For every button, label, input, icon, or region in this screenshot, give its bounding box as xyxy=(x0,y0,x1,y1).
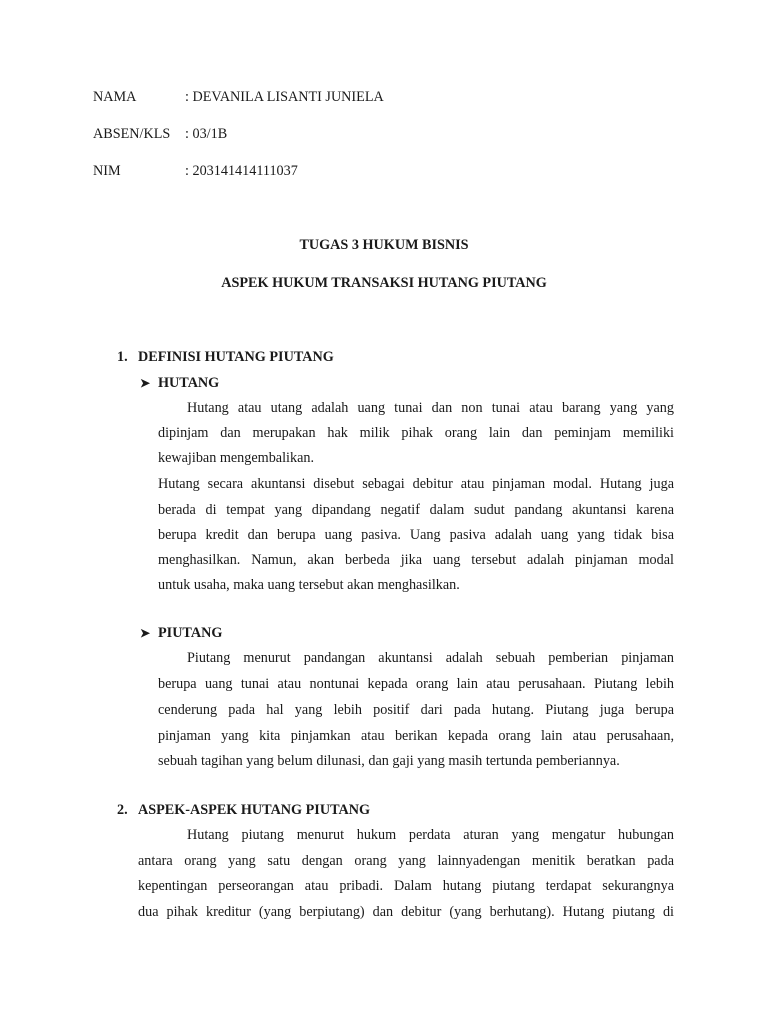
paragraph-line: menghasilkan. Namun, akan berbeda jika uang tersebut adalah pinjaman modal xyxy=(158,552,674,568)
section-heading: DEFINISI HUTANG PIUTANG xyxy=(138,349,334,365)
paragraph-line: sebuah tagihan yang belum dilunasi, dan gaji yang masih tertunda pemberiannya. xyxy=(158,753,620,769)
section-number: 2. xyxy=(117,802,128,818)
paragraph-line: Piutang menurut pandangan akuntansi adalah sebuah pemberian pinjaman xyxy=(187,650,674,666)
paragraph-line: dipinjam dan merupakan hak milik pihak orang lain dan peminjam memiliki xyxy=(158,425,674,441)
paragraph-line: berupa uang tunai atau nontunai kepada orang lain atau perusahaan. Piutang lebih xyxy=(158,676,674,692)
paragraph-line: kepentingan perseorangan atau pribadi. Dalam hutang piutang terdapat sekurangnya xyxy=(138,878,674,894)
paragraph-line: Hutang piutang menurut hukum perdata aturan yang mengatur hubungan xyxy=(187,827,674,843)
paragraph-line: pinjaman yang kita pinjamkan atau berikan kepada orang lain atau perusahaan, xyxy=(158,728,674,744)
class-value: : 03/1B xyxy=(185,126,228,142)
document-title: TUGAS 3 HUKUM BISNIS xyxy=(299,237,469,253)
name-value: : DEVANILA LISANTI JUNIELA xyxy=(185,89,384,105)
section-heading: ASPEK-ASPEK HUTANG PIUTANG xyxy=(138,802,371,818)
document-subtitle: ASPEK HUKUM TRANSAKSI HUTANG PIUTANG xyxy=(221,275,547,291)
paragraph-line: dua pihak kreditur (yang berpiutang) dan debitur (yang berhutang). Hutang piutang di xyxy=(138,904,674,920)
class-label: ABSEN/KLS xyxy=(93,126,171,142)
paragraph-line: untuk usaha, maka uang tersebut akan menghasilkan. xyxy=(158,577,460,593)
paragraph-line: antara orang yang satu dengan orang yang lainnyadengan menitik beratkan pada xyxy=(138,853,674,869)
subheading-piutang: PIUTANG xyxy=(158,625,223,641)
arrowhead-bullet-icon: ➤ xyxy=(140,376,151,390)
subheading-hutang: HUTANG xyxy=(158,375,220,391)
nim-value: : 203141414111037 xyxy=(185,163,298,179)
arrowhead-bullet-icon: ➤ xyxy=(140,626,151,640)
paragraph-line: berupa kredit dan berupa uang pasiva. Uang pasiva adalah uang yang tidak bisa xyxy=(158,527,674,543)
nim-label: NIM xyxy=(93,163,121,179)
paragraph-line: Hutang secara akuntansi disebut sebagai debitur atau pinjaman modal. Hutang juga xyxy=(158,476,674,492)
name-label: NAMA xyxy=(93,89,137,105)
paragraph-line: Hutang atau utang adalah uang tunai dan non tunai atau barang yang yang xyxy=(187,400,674,416)
paragraph-line: kewajiban mengembalikan. xyxy=(158,450,315,466)
section-number: 1. xyxy=(117,349,128,365)
paragraph-line: berada di tempat yang dipandang negatif dalam sudut pandang akuntansi karena xyxy=(158,502,674,518)
paragraph-line: cenderung pada hal yang lebih positif dari pada hutang. Piutang juga berupa xyxy=(158,702,674,718)
